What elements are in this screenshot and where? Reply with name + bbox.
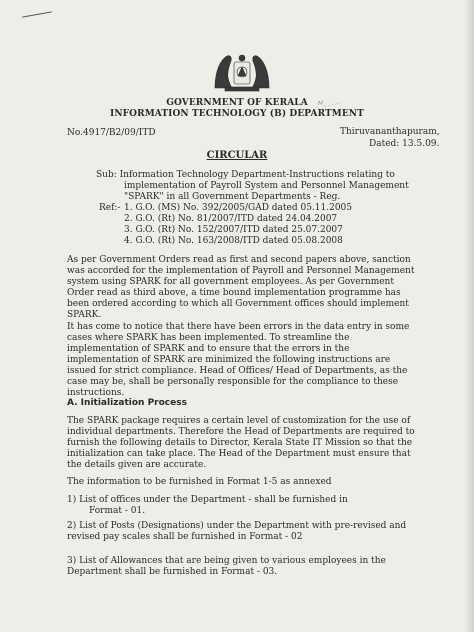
- section-a-heading: A. Initialization Process: [67, 398, 187, 408]
- paragraph1-line: SPARK.: [67, 310, 102, 320]
- section-a-line: individual departments. Therefore the Head of Departments are required to: [67, 427, 415, 437]
- org-line1: GOVERNMENT OF KERALA: [166, 98, 308, 108]
- paragraph2-line: case may be, shall be personally responsible for the compliance to these: [67, 377, 399, 387]
- paragraph1-line: been ordered according to which all Government offices should implement: [67, 299, 409, 309]
- paragraph1-line: Order read as third above, a time bound implementation programme has: [67, 288, 401, 298]
- reference-item: 1. G.O. (MS) No. 392/2005/GAD dated 05.11.2005: [124, 203, 353, 213]
- section-a-line: The SPARK package requires a certain level of customization for the use of: [67, 416, 411, 426]
- reference-item: 2. G.O. (Rt) No. 81/2007/ITD dated 24.04.2007: [124, 214, 338, 224]
- reference-number: No.4917/B2/09/ITD: [67, 128, 156, 138]
- subject-line: "SPARK" in all Government Departments - Reg.: [124, 192, 341, 202]
- section-a-line: initialization can take place. The Head of the Department must ensure that: [67, 449, 411, 459]
- format-item-cont: Format - 01.: [89, 506, 146, 516]
- pen-mark: [22, 11, 52, 17]
- paragraph2-line: It has come to notice that there have been errors in the data entry in some: [67, 322, 410, 332]
- paragraph2-line: cases where SPARK has been implemented. To streamline the: [67, 333, 350, 343]
- kerala-emblem-icon: [211, 48, 273, 94]
- paragraph2-line: implementation of SPARK and to ensure that the errors in the: [67, 344, 350, 354]
- paragraph2-line: issued for strict compliance. Head of Offices/ Head of Departments, as the: [67, 366, 408, 376]
- format-item: 1) List of offices under the Department - shall be furnished in: [67, 495, 348, 505]
- format-item-cont: revised pay scales shall be furnished in Format - 02: [67, 532, 303, 542]
- format-item: 2) List of Posts (Designations) under the Department with pre-revised and: [67, 521, 407, 531]
- reference-item: 3. G.O. (Rt) No. 152/2007/ITD dated 25.07.2007: [124, 225, 343, 235]
- place: Thiruvananthapuram,: [340, 127, 440, 137]
- paragraph1-line: As per Government Orders read as first and second papers above, sanction: [67, 255, 411, 265]
- format-intro: The information to be furnished in Format 1-5 as annexed: [67, 477, 332, 487]
- document-title: CIRCULAR: [206, 150, 268, 161]
- subject-line: Sub: Information Technology Department-Instructions relating to: [96, 170, 395, 180]
- format-item: 3) List of Allowances that are being given to various employees in the: [67, 556, 386, 566]
- format-item-cont: Department shall be furnished in Format - 03.: [67, 567, 278, 577]
- dated: Dated: 13.5.09.: [369, 139, 440, 149]
- subject-line: implementation of Payroll System and Personnel Management: [124, 181, 409, 191]
- paragraph1-line: system using SPARK for all government employees. As per Government: [67, 277, 394, 287]
- org-line2: INFORMATION TECHNOLOGY (B) DEPARTMENT: [110, 109, 364, 119]
- scan-edge-shadow: [464, 0, 474, 632]
- section-a-line: the details given are accurate.: [67, 460, 207, 470]
- handwritten-note: M_ _ _ ...: [317, 99, 341, 107]
- section-a-line: furnish the following details to Director, Kerala State IT Mission so that the: [67, 438, 413, 448]
- paragraph1-line: was accorded for the implementation of Payroll and Personnel Management: [67, 266, 415, 276]
- paragraph2-line: implementation of SPARK are minimized the following instructions are: [67, 355, 391, 365]
- paragraph2-line: instructions.: [67, 388, 125, 398]
- ref-label: Ref:-: [99, 203, 121, 213]
- reference-item: 4. G.O. (Rt) No. 163/2008/ITD dated 05.08.2008: [124, 236, 343, 246]
